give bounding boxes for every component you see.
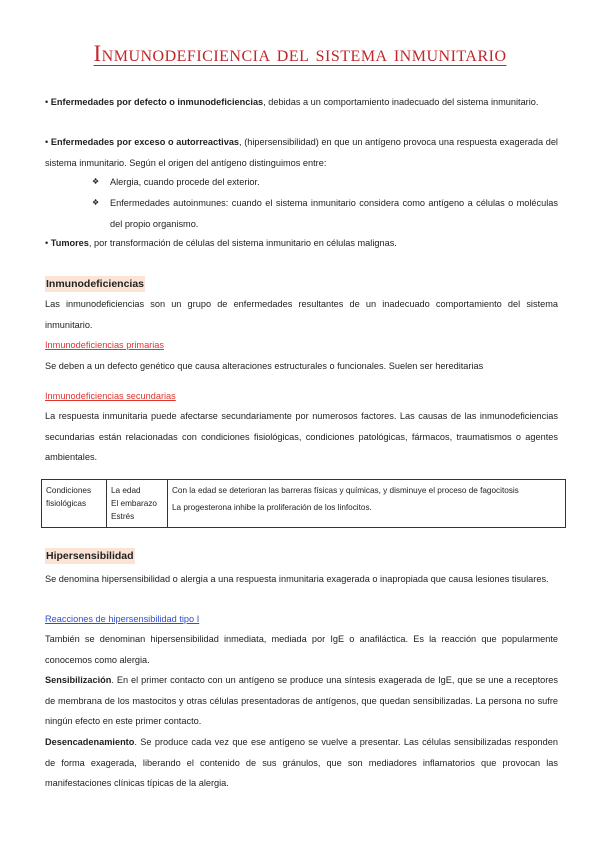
bullet-exceso-text: , (hipersensibilidad) en que un antígeno provoca una respuesta exagerada del sistema inmunitario. Según el origen del antígeno distinguimos entre: [45,137,558,168]
heading-hipersensibilidad: Hipersensibilidad [46,550,134,562]
bullet-marker: • [45,137,49,147]
factor-estres: Estrés [111,512,135,521]
heading-inmunodeficiencias: Inmunodeficiencias [46,278,145,290]
table-cell-factores [107,480,168,528]
heading-tipo-1[interactable]: Reacciones de hipersensibilidad tipo I [45,614,200,624]
diamond-bullet-icon: ❖ [92,177,100,186]
table-row [42,480,566,528]
inmunodeficiencias-text: Las inmunodeficiencias son un grupo de enfermedades resultantes de un inadecuado comportamiento del sistema inmunitario. [45,299,558,330]
sub-item-alergia-text: Alergia, cuando procede del exterior. [110,177,260,187]
secundarias-text: La respuesta inmunitaria puede afectarse secundariamente por numerosos factores. Las causas de las inmunodeficiencias secundarias están relacionadas con condiciones fisiológicas, condiciones patológicas, fármacos, traumatismos o agentes ambientales. [45,411,558,462]
causes-table [41,479,566,528]
bullet-exceso-bold: Enfermedades por exceso o autorreactivas [50,137,240,147]
tipo-1-text: También se denominan hipersensibilidad inmediata, mediada por IgE o anafiláctica. Es la reacción que popularmente conocemos como alergia. [45,634,558,665]
sensibilizacion-paragraph [45,670,558,732]
factor-edad: La edad [111,486,141,495]
sensibilizacion-bold: Sensibilización [45,675,112,685]
desencadenamiento-paragraph [45,732,558,794]
sub-item-autoinmunes [92,193,558,234]
sub-item-alergia [92,172,558,193]
bullet-tumores [45,233,558,254]
bullet-tumores-text: , por transformación de células del sistema inmunitario en células malignas. [88,238,397,248]
table-cell-efectos [168,480,566,528]
sensibilizacion-text: . En el primer contacto con un antígeno se produce una síntesis exagerada de IgE, que se une a receptores de membrana de los mastocitos y otras células presentadoras de antígenos, que quedan sensibilizadas. La persona no sufre ningún efecto en este primer contacto. [45,675,558,726]
factor-embarazo: El embarazo [111,499,157,508]
desencadenamiento-bold: Desencadenamiento [45,737,135,747]
page-title: Inmunodeficiencia del sistema inmunitario [93,41,507,66]
bullet-exceso [45,132,558,173]
diamond-bullet-icon: ❖ [92,198,100,207]
table-cell-condiciones: Condiciones fisiológicas [42,480,107,528]
efecto-progesterona: La progesterona inhibe la proliferación de los linfocitos. [172,503,372,512]
bullet-marker: • [45,238,49,248]
bullet-defecto-text: , debidas a un comportamiento inadecuado del sistema inmunitario. [263,97,539,107]
sub-item-autoinmunes-text: Enfermedades autoinmunes: cuando el sistema inmunitario considera como antígeno a células o moléculas del propio organismo. [110,198,558,229]
hipersensibilidad-text: Se denomina hipersensibilidad o alergia a una respuesta inmunitaria exagerada o inapropiada que causa lesiones tisulares. [45,574,549,584]
bullet-tumores-bold: Tumores [50,238,89,248]
heading-secundarias: Inmunodeficiencias secundarias [45,391,176,401]
primarias-text: Se deben a un defecto genético que causa alteraciones estructurales o funcionales. Suelen ser hereditarias [45,361,484,371]
desencadenamiento-text: . Se produce cada vez que ese antígeno se vuelve a presentar. Las células sensibilizadas responden de forma exagerada, liberando el contenido de sus gránulos, que son mediadores inflamatorios que provocan las manifestaciones clínicas típicas de la alergia. [45,737,558,788]
bullet-marker: • [45,97,49,107]
bullet-defecto-bold: Enfermedades por defecto o inmunodeficiencias [50,97,264,107]
bullet-defecto [45,92,558,113]
efecto-edad: Con la edad se deterioran las barreras físicas y químicas, y disminuye el proceso de fagocitosis [172,486,519,495]
heading-primarias: Inmunodeficiencias primarias [45,340,164,350]
